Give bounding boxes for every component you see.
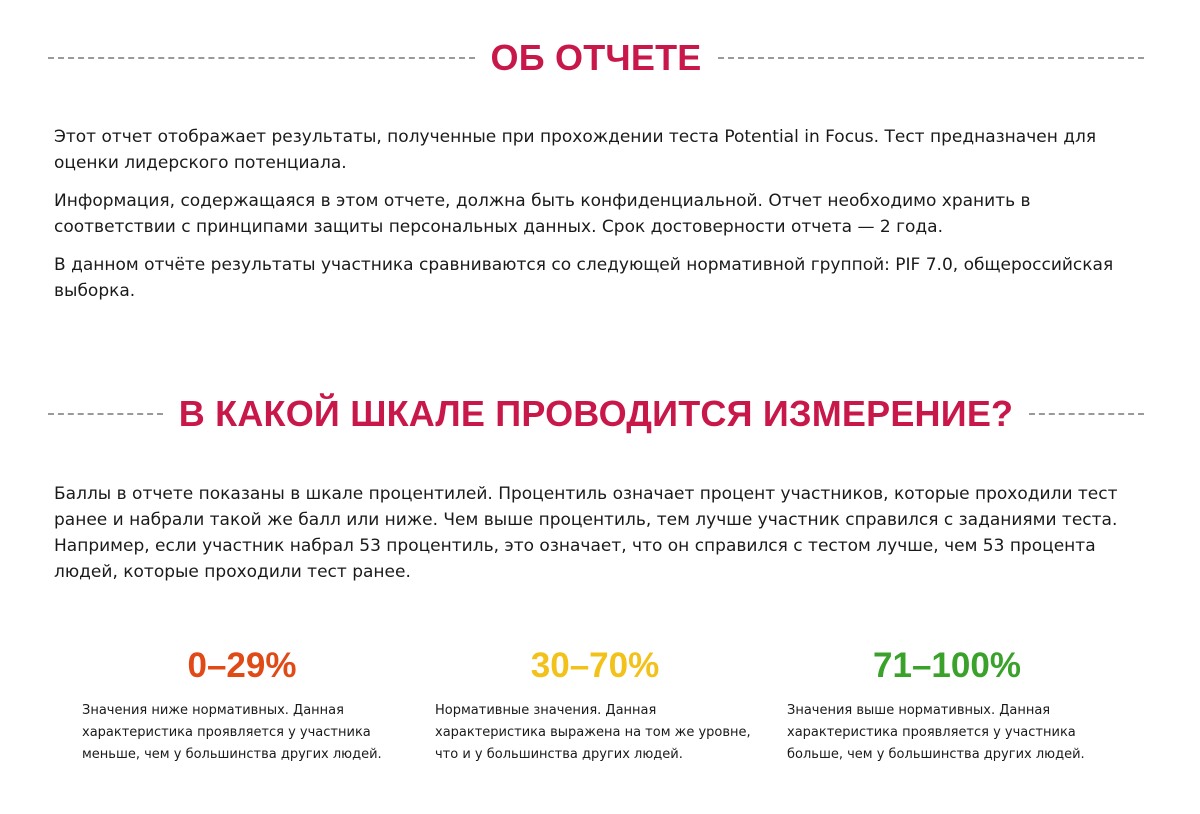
range-low <box>82 646 412 766</box>
dashed-divider-right <box>718 57 1145 59</box>
about-paragraph-1: Этот отчет отображает результаты, полученные при прохождении теста Potential in Focus. Тест предназначен для оценки лидерского потенциала. <box>54 127 1097 173</box>
range-high-description: Значения выше нормативных. Данная характеристика проявляется у участника больше, чем у большинства других людей. <box>787 703 1085 762</box>
range-low-label: 0–29% <box>187 646 297 685</box>
range-high-label: 71–100% <box>873 646 1021 685</box>
range-high <box>787 646 1117 766</box>
range-normal-description: Нормативные значения. Данная характеристика выражена на том же уровне, что и у большинства других людей. <box>435 703 751 762</box>
about-heading-row <box>48 37 1144 78</box>
dashed-divider-left <box>48 413 163 415</box>
dashed-divider-left <box>48 57 475 59</box>
scale-paragraph: Баллы в отчете показаны в шкале процентилей. Процентиль означает процент участников, которые проходили тест ранее и набрали такой же балл или ниже. Чем выше процентиль, тем лучше участник справился с заданиями теста. Например, если участник набрал 53 процентиль, это означает, что он справился с тестом лучше, чем 53 процента людей, которые проходили тест ранее. <box>54 484 1118 582</box>
range-normal <box>435 646 765 766</box>
about-heading: ОБ ОТЧЕТЕ <box>490 37 702 78</box>
about-paragraph-3: В данном отчёте результаты участника сравниваются со следующей нормативной группой: PIF 7.0, общероссийская выборка. <box>54 255 1114 301</box>
range-normal-label: 30–70% <box>530 646 660 685</box>
scale-heading-row <box>48 393 1144 434</box>
scale-heading: В КАКОЙ ШКАЛЕ ПРОВОДИТСЯ ИЗМЕРЕНИЕ? <box>178 393 1014 434</box>
range-low-description: Значения ниже нормативных. Данная характеристика проявляется у участника меньше, чем у большинства других людей. <box>82 703 382 762</box>
dashed-divider-right <box>1029 413 1144 415</box>
about-paragraph-2: Информация, содержащаяся в этом отчете, должна быть конфиденциальной. Отчет необходимо хранить в соответствии с принципами защиты персональных данных. Срок достоверности отчета — 2 года. <box>54 191 1031 237</box>
